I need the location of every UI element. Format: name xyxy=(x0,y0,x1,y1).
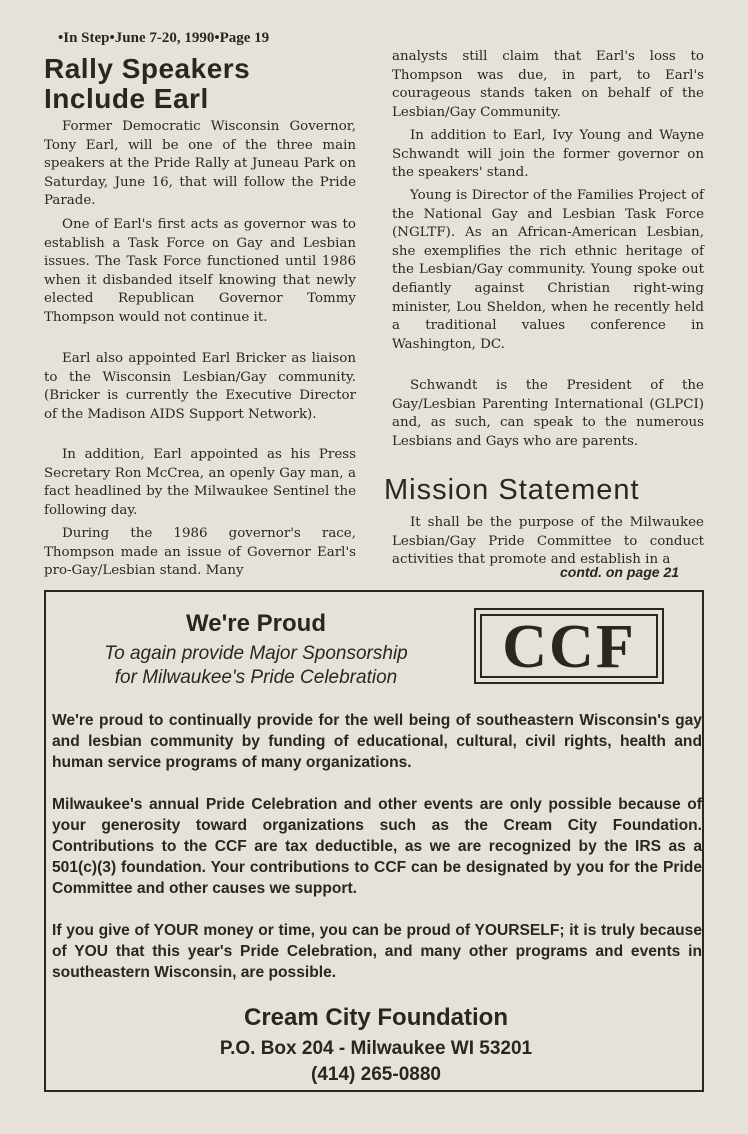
ad-subtitle-1: To again provide Major Sponsorship xyxy=(104,643,408,664)
org-name: Cream City Foundation xyxy=(243,1004,508,1031)
right-paragraph-4: Schwandt is the President of the Gay/Lesbian Parenting International (GLPCI) and, as such, can speak to the numerous Lesbians and Gays who are parents. xyxy=(392,378,704,449)
mission-heading: Mission Statement xyxy=(384,474,640,506)
ad-paragraph-2: Milwaukee's annual Pride Celebration and other events are only possible because of your generosity toward organizations such as the Cream City Foundation. Contributions to the CCF are tax deductible, as we are recognized by the IRS as a 501(c)(3) foundation. Your contributions to CCF can be designated by you for the Pride Committee and other causes we support. xyxy=(52,796,702,897)
right-paragraph-1: analysts still claim that Earl's loss to Thompson was due, in part, to Earl's courageous stands taken on behalf of the Lesbian/Gay Community. xyxy=(392,49,704,120)
left-paragraph-5: During the 1986 governor's race, Thompson made an issue of Governor Earl's pro-Gay/Lesbian stand. Many xyxy=(44,526,356,579)
ad-paragraph-1: We're proud to continually provide for the well being of southeastern Wisconsin's gay and lesbian community by funding of educational, cultural, civil rights, health and human service programs of many organizations. xyxy=(52,712,702,771)
ccf-logo xyxy=(474,608,664,684)
right-paragraph-2: In addition to Earl, Ivy Young and Wayne Schwandt will join the former governor on the speakers' stand. xyxy=(392,128,704,181)
sponsor-ad xyxy=(44,590,704,1092)
mission-text: It shall be the purpose of the Milwaukee Lesbian/Gay Pride Committee to conduct activities that promote and establish in a xyxy=(392,515,704,568)
continued-note: contd. on page 21 xyxy=(560,564,680,580)
right-paragraph-3: Young is Director of the Families Project of the National Gay and Lesbian Task Force (NGLTF). As an African-American Lesbian, she exemplifies the rich ethnic heritage of the Lesbian/Gay community. Young spoke out defiantly against Christian right-wing minister, Lou Sheldon, when he recently held a traditional values conference in Washington, DC. xyxy=(392,188,704,352)
left-paragraph-1: Former Democratic Wisconsin Governor, Tony Earl, will be one of the three main speakers at the Pride Rally at Juneau Park on Saturday, June 16, that will follow the Pride Parade. xyxy=(44,119,356,209)
left-paragraph-4: In addition, Earl appointed as his Press Secretary Ron McCrea, an openly Gay man, a fact headlined by the Milwaukee Sentinel the following day. xyxy=(44,447,356,518)
ccf-logo-text: CCF xyxy=(480,614,658,678)
ad-paragraph-3: If you give of YOUR money or time, you can be proud of YOURSELF; it is truly because of YOU that this year's Pride Celebration, and many other programs and events in southeastern Wisconsin, are possible. xyxy=(52,922,702,981)
page-header: •In Step•June 7-20, 1990•Page 19 xyxy=(58,30,270,46)
org-phone: (414) 265-0880 xyxy=(311,1064,441,1085)
ad-header xyxy=(46,610,466,690)
left-paragraph-3: Earl also appointed Earl Bricker as liaison to the Wisconsin Lesbian/Gay community. (Bricker is currently the Executive Director of the Madison AIDS Support Network). xyxy=(44,351,356,422)
ad-title: We're Proud xyxy=(186,610,326,637)
org-address: P.O. Box 204 - Milwaukee WI 53201 xyxy=(219,1038,533,1059)
title-line-1: Rally Speakers xyxy=(44,53,251,84)
ad-subtitle-2: for Milwaukee's Pride Celebration xyxy=(114,667,398,688)
left-paragraph-2: One of Earl's first acts as governor was to establish a Task Force on Gay and Lesbian issues. The Task Force functioned until 1986 when it disbanded itself knowing that newly elected Republican Governor Tommy Thompson would not continue it. xyxy=(44,217,356,325)
title-line-2: Include Earl xyxy=(44,83,209,114)
article-title xyxy=(44,54,364,114)
